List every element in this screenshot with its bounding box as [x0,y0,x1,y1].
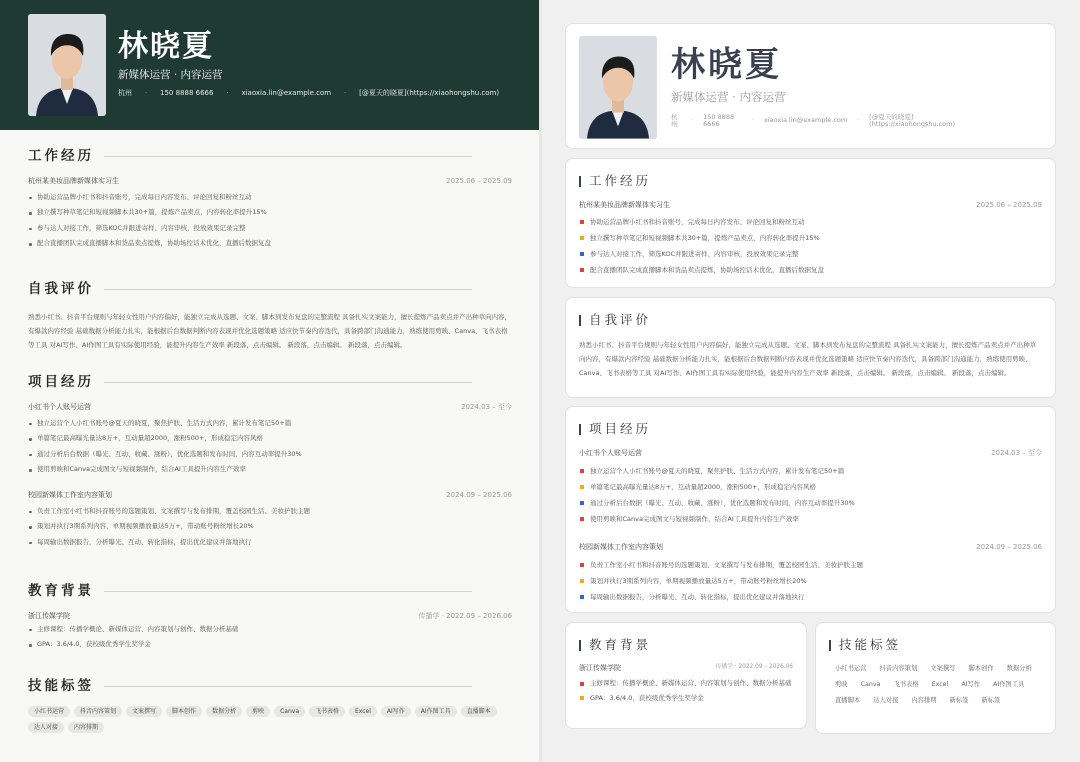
project-bullets [28,504,512,551]
list-item: 协助运营品牌小红书和抖音账号，完成每日内容发布、评论回复和粉丝互动 [28,190,512,206]
profile-photo [28,14,106,116]
skill-tag[interactable]: 直播脚本 [835,697,861,704]
phone-text: 150 8888 6666 [703,113,735,128]
skill-tag[interactable]: 脚本创作 [968,665,994,672]
list-item: 独立撰写种草笔记和短视频脚本共30+篇，提炼产品卖点，内容转化率提升15% [579,230,1042,246]
item-title: 杭州某美妆品牌新媒体实习生 [579,201,670,209]
resume-template-dark [0,0,539,762]
section-title: 工作经历 [28,150,512,164]
list-item: 每周输出数据报告，分析曝光、互动、转化指标，提出优化建议并落地执行 [28,535,512,551]
profile-card [565,23,1056,149]
summary-section [28,283,512,352]
skill-tag[interactable]: 小红书运营 [28,706,70,717]
list-item: 使用剪映和Canva完成图文与短视频制作，结合AI工具提升内容生产效率 [579,511,1042,527]
skill-tag[interactable]: Excel [931,681,949,688]
list-item: 每周输出数据报告，分析曝光、互动、转化指标，提出优化建议并落地执行 [579,589,1042,605]
section-title: 项目经历 [579,423,651,436]
separator-dot: · [226,89,229,97]
project-item [28,492,512,499]
city-text: 杭州 [118,89,132,97]
section-bar [579,176,581,187]
resume-header [0,0,539,130]
list-item: 通过分析后台数据（曝光、互动、收藏、涨粉），优化选题和发布时间，内容互动率提升30% [579,495,1042,511]
skill-tag[interactable]: AI作图工具 [415,706,457,717]
list-item: 独立撰写种草笔记和短视频脚本共30+篇，提炼产品卖点，内容转化率提升15% [28,205,512,221]
skills-section [28,680,512,738]
list-item: 主修课程：传播学概论、新媒体运营、内容策划与创作、数据分析基础 [579,676,793,690]
list-item: 通过分析后台数据（曝光、互动、收藏、涨粉），优化选题和发布时间，内容互动率提升30% [28,447,512,463]
work-item [28,178,512,185]
separator-dot: · [751,116,754,125]
project-bullets [579,463,1042,527]
skill-tag[interactable]: 文案撰写 [930,665,956,672]
skills-card [815,622,1056,734]
list-item: GPA：3.6/4.0，获校级优秀学生奖学金 [28,637,512,653]
section-bar [579,424,581,435]
section-title: 技能标签 [28,680,512,694]
education-section [28,585,512,653]
list-item: 主修课程：传播学概论、新媒体运营、内容策划与创作、数据分析基础 [28,622,512,638]
skill-tag[interactable]: Canva [274,706,305,717]
candidate-role: 新媒体运营 · 内容运营 [118,69,223,81]
project-item [579,544,1042,551]
section-bar [579,640,581,651]
skill-tag[interactable]: AI作图工具 [993,681,1025,688]
list-item: 独立运营个人小红书账号@夏天的晓夏，聚焦护肤、生活方式内容，累计发布笔记50+篇 [28,416,512,432]
skill-tag[interactable]: 内容排期 [68,722,104,733]
item-title: 杭州某美妆品牌新媒体实习生 [28,176,119,185]
section-title: 自我评价 [28,283,512,297]
list-item: 配合直播团队完成直播脚本和货品卖点提炼，协助场控话术优化，直播后数据复盘 [28,236,512,252]
item-title: 校园新媒体工作室内容策划 [579,543,663,551]
separator-dot: · [144,89,148,97]
section-title: 工作经历 [579,175,651,188]
section-title: 自我评价 [579,314,651,327]
summary-paragraph[interactable]: 熟悉小红书、抖音平台规则与年轻女性用户内容偏好，能独立完成从选题、文案、脚本到发布复盘的完整流程 具备扎实文案能力，擅长提炼产品卖点并产出种草向内容，有爆款内容经验 基础数据分析能力扎实，能根据后台数据判断内容表现并优化选题策略 适应快节奏内容迭代，具备跨部门沟通能力，熟练使用剪映、Canva、飞书表格等工具 对AI写作、AI作图工具有实际使用经验，能提升内容生产效率 新段落，点击编辑。 新段落，点击编辑。 新段落，点击编辑。 [579,341,1037,377]
section-title: 技能标签 [829,639,901,652]
list-item: 参与达人对接工作，筛选KOC并跟进寄样、内容审核，投放效果记录完整 [579,246,1042,262]
skill-tag[interactable]: 抖音内容策划 [74,706,122,717]
skill-tag[interactable]: 抖音内容策划 [879,665,918,672]
skill-tag[interactable]: 剪映 [246,706,270,717]
item-date: 2024.09 – 2025.06 [976,543,1042,551]
work-card [565,158,1056,288]
item-date: 2024.03 – 至今 [461,402,512,411]
list-item: 参与达人对接工作，筛选KOC并跟进寄样、内容审核，投放效果记录完整 [28,221,512,237]
work-bullets [28,190,512,252]
skill-tag[interactable]: 新标签 [981,697,1001,704]
project-item [579,450,1042,457]
list-item: 配合直播团队完成直播脚本和货品卖点提炼，协助场控话术优化，直播后数据复盘 [579,262,1042,278]
section-title: 教育背景 [579,639,651,652]
skill-tag[interactable]: 飞书表格 [309,706,345,717]
education-item [28,613,512,620]
skill-tag[interactable]: AI写作 [961,681,981,688]
candidate-name: 林晓夏 [671,45,782,85]
contact-row [118,90,518,97]
candidate-role: 新媒体运营 · 内容运营 [671,90,786,104]
projects-card [565,406,1056,613]
resume-template-cards [542,0,1080,762]
item-date: 2024.03 – 至今 [991,449,1042,457]
item-title: 小红书个人账号运营 [28,402,91,411]
list-item: 使用剪映和Canva完成图文与短视频制作，结合AI工具提升内容生产效率 [28,462,512,478]
skill-tag[interactable]: Canva [860,681,881,688]
skill-tag[interactable]: 数据分析 [206,706,242,717]
list-item: 独立运营个人小红书账号@夏天的晓夏，聚焦护肤、生活方式内容，累计发布笔记50+篇 [579,463,1042,479]
skill-tags [28,706,512,738]
school-name: 浙江传媒学院 [579,664,621,672]
skill-tag[interactable]: 文案撰写 [126,706,162,717]
education-bullets [579,676,793,705]
list-item: 协助运营品牌小红书和抖音账号，完成每日内容发布、评论回复和粉丝互动 [579,214,1042,230]
work-bullets [579,214,1042,278]
skill-tags [835,661,1047,709]
section-bar [829,640,831,651]
item-title: 小红书个人账号运营 [579,449,642,457]
email-text: xiaoxia.lin@example.com [241,89,332,97]
skill-tag[interactable]: 小红书运营 [835,665,867,672]
summary-paragraph[interactable]: 熟悉小红书、抖音平台规则与年轻女性用户内容偏好，能独立完成从选题、文案、脚本到发布复盘的完整流程 具备扎实文案能力，擅长提炼产品卖点并产出种草向内容，有爆款内容经验 基础数据分析能力扎实，能根据后台数据判断内容表现并优化选题策略 适应快节奏内容迭代，具备跨部门沟通能力，熟练使用剪映、Canva、飞书表格等工具 对AI写作、AI作图工具有实际使用经验，能提升内容生产效率 新段落，点击编辑。 新段落，点击编辑。 新段落，点击编辑。 [28,312,512,349]
project-bullets [28,416,512,478]
section-title: 教育背景 [28,585,512,599]
contact-row [671,114,971,127]
skill-tag[interactable]: AI写作 [381,706,411,717]
separator-dot: · [857,116,860,125]
candidate-name: 林晓夏 [118,29,214,64]
section-title: 项目经历 [28,376,512,390]
skill-tag[interactable]: 直播脚本 [461,706,497,717]
skill-tag[interactable]: 达人对接 [28,722,64,733]
profile-photo [579,36,657,139]
education-card [565,622,807,729]
list-item: 单篇笔记最高曝光量达8万+，互动量超2000，涨粉500+，形成稳定内容风格 [28,431,512,447]
skill-tag[interactable]: 达人对接 [873,697,899,704]
list-item: 负责工作室小红书和抖音账号的选题策划、文案撰写与发布排期，覆盖校园生活、美妆护肤主题 [28,504,512,520]
skill-tag[interactable]: 数据分析 [1006,665,1032,672]
separator-dot: · [691,116,694,125]
education-meta: 传播学 · 2022.09 – 2026.06 [715,664,793,670]
section-bar [579,315,581,326]
list-item: GPA：3.6/4.0，获校级优秀学生奖学金 [579,690,793,705]
summary-card [565,297,1056,398]
list-item: 策划并执行3期系列内容，单期视频播放量达5万+，带动账号粉丝增长20% [579,573,1042,589]
list-item: 单篇笔记最高曝光量达8万+，互动量超2000，涨粉500+，形成稳定内容风格 [579,479,1042,495]
education-item [579,665,793,672]
education-bullets [28,622,512,653]
separator-dot: · [344,89,347,97]
list-item: 策划并执行3期系列内容，单期视频播放量达5万+，带动账号粉丝增长20% [28,519,512,535]
social-link[interactable]: [@夏天的晓夏](https://xiaohongshu.com) [359,89,500,97]
email-text: xiaoxia.lin@example.com [763,116,848,125]
skill-tag[interactable]: 脚本创作 [166,706,202,717]
projects-section [28,376,512,550]
phone-text: 150 8888 6666 [160,89,214,97]
school-name: 浙江传媒学院 [28,611,70,620]
project-item [28,404,512,411]
city-text: 杭州 [671,113,678,128]
education-meta: 传播学 · 2022.09 – 2026.06 [418,611,512,620]
skill-tag[interactable]: 内容排期 [911,697,937,704]
item-title: 校园新媒体工作室内容策划 [28,490,112,499]
item-date: 2024.09 – 2025.06 [446,490,512,499]
item-date: 2025.06 – 2025.09 [976,201,1042,209]
skill-tag[interactable]: 新标签 [949,697,969,704]
skill-tag[interactable]: 剪映 [835,681,848,688]
work-item [579,202,1042,209]
list-item: 负责工作室小红书和抖音账号的选题策划、文案撰写与发布排期，覆盖校园生活、美妆护肤主题 [579,557,1042,573]
skill-tag[interactable]: 飞书表格 [893,681,919,688]
skill-tag[interactable]: Excel [349,706,377,717]
social-link[interactable]: [@夏天的晓夏](https://xiaohongshu.com) [869,113,956,128]
project-bullets [579,557,1042,605]
item-date: 2025.06 – 2025.09 [446,176,512,185]
work-section [28,150,512,252]
